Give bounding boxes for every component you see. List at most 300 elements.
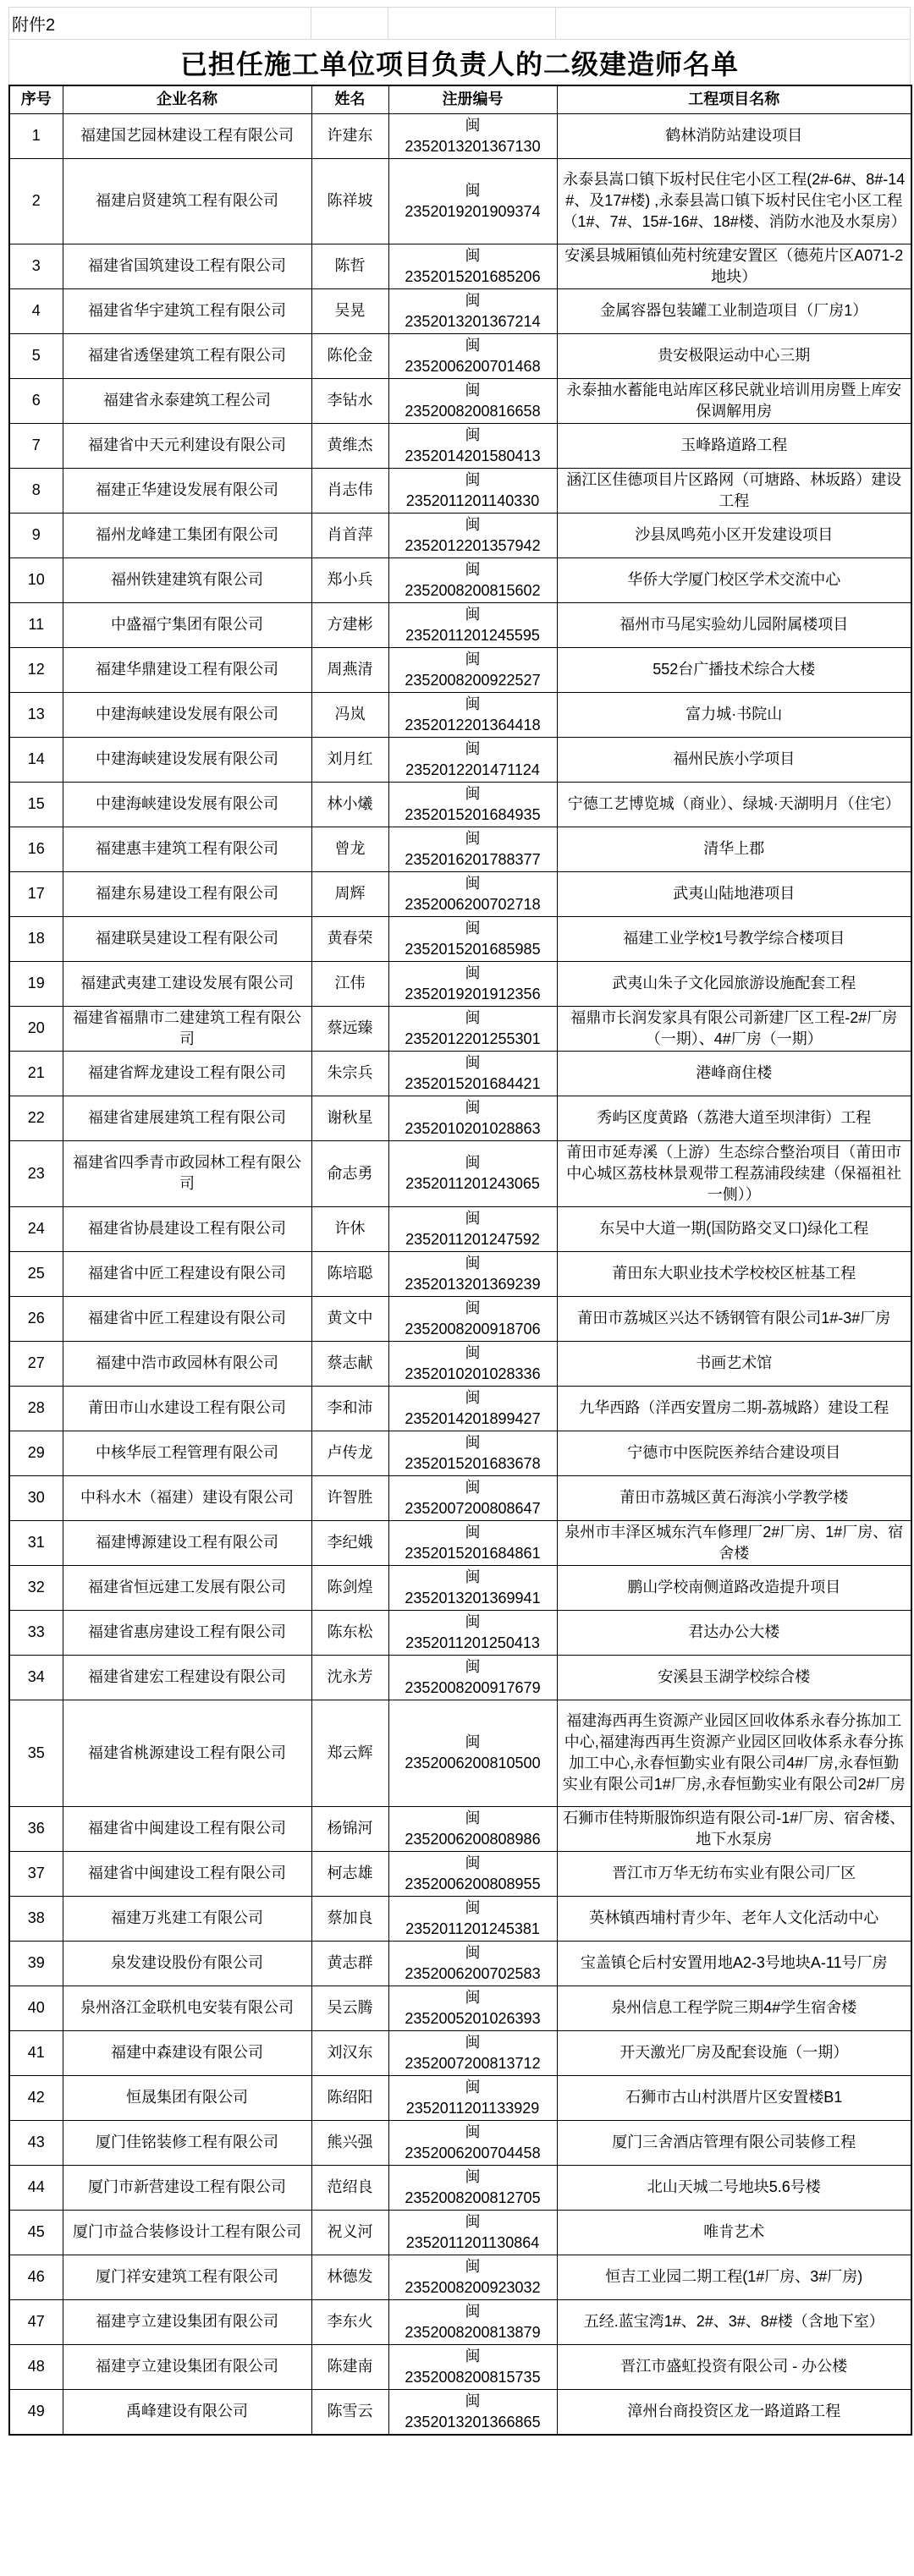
company-cell: 福建省惠房建设工程有限公司	[63, 1610, 311, 1655]
serial-cell: 25	[9, 1251, 63, 1296]
person-name-cell: 黄春荣	[311, 916, 388, 961]
project-cell: 金属容器包装罐工业制造项目（厂房1）	[557, 288, 911, 333]
reg-province-prefix: 闽	[465, 1098, 481, 1116]
reg-province-prefix: 闽	[465, 1388, 481, 1406]
serial-cell: 23	[9, 1140, 63, 1206]
col-header-company: 企业名称	[63, 85, 311, 113]
serial-cell: 20	[9, 1006, 63, 1051]
registration-cell	[388, 158, 557, 244]
company-cell: 福州龙峰建工集团有限公司	[63, 513, 311, 557]
reg-province-prefix: 闽	[465, 381, 481, 398]
project-cell: 港峰商住楼	[557, 1051, 911, 1096]
table-row	[9, 288, 911, 333]
person-name-cell: 俞志勇	[311, 1140, 388, 1206]
registration-cell	[388, 1051, 557, 1096]
company-cell: 中建海峡建设发展有限公司	[63, 782, 311, 827]
reg-number: 2352012201357942	[405, 536, 541, 554]
reg-number: 2352015201684935	[405, 805, 541, 823]
person-name-cell: 陈培聪	[311, 1251, 388, 1296]
reg-number: 2352010201028863	[405, 1119, 541, 1137]
table-row	[9, 468, 911, 513]
person-name-cell: 方建彬	[311, 602, 388, 647]
empty-grid-cell	[388, 8, 557, 40]
reg-province-prefix: 闽	[465, 1809, 481, 1826]
project-cell: 泉州信息工程学院三期4#学生宿舍楼	[557, 1986, 911, 2030]
reg-province-prefix: 闽	[465, 2123, 481, 2140]
company-cell: 福建亨立建设集团有限公司	[63, 2299, 311, 2344]
person-name-cell: 陈绍阳	[311, 2075, 388, 2120]
reg-number: 2352015201683678	[405, 1454, 541, 1472]
reg-number: 2352011201130864	[405, 2233, 540, 2251]
table-row	[9, 2030, 911, 2075]
project-cell: 玉峰路道路工程	[557, 423, 911, 468]
serial-cell: 6	[9, 378, 63, 423]
registration-cell	[388, 2299, 557, 2344]
empty-grid-cell	[556, 8, 911, 40]
serial-cell: 31	[9, 1520, 63, 1565]
reg-province-prefix: 闽	[465, 1612, 481, 1630]
table-row	[9, 1941, 911, 1986]
table-body	[9, 113, 911, 2435]
table-row	[9, 1051, 911, 1096]
table-row	[9, 158, 911, 244]
reg-province-prefix: 闽	[465, 695, 481, 712]
person-name-cell: 祝义河	[311, 2210, 388, 2255]
reg-number: 2352011201245381	[405, 1920, 540, 1937]
serial-cell: 26	[9, 1296, 63, 1341]
project-cell: 莆田市荔城区兴达不锈钢管有限公司1#-3#厂房	[557, 1296, 911, 1341]
company-cell: 福建省辉龙建设工程有限公司	[63, 1051, 311, 1096]
person-name-cell: 林小爔	[311, 782, 388, 827]
company-cell: 福建启贤建筑工程有限公司	[63, 158, 311, 244]
table-row	[9, 2389, 911, 2435]
reg-province-prefix: 闽	[465, 1854, 481, 1871]
registration-cell	[388, 1296, 557, 1341]
reg-number: 2352013201367214	[405, 312, 541, 330]
company-cell: 福建省中匠工程建设有限公司	[63, 1296, 311, 1341]
reg-province-prefix: 闽	[465, 650, 481, 667]
reg-number: 2352015201684421	[405, 1074, 541, 1092]
project-cell: 莆田东大职业技术学校校区桩基工程	[557, 1251, 911, 1296]
person-name-cell: 朱宗兵	[311, 1051, 388, 1096]
table-row	[9, 333, 911, 378]
reg-province-prefix: 闽	[465, 2392, 481, 2409]
reg-number: 2352008200812705	[405, 2189, 541, 2206]
reg-number: 2352012201471124	[405, 761, 540, 778]
reg-number: 2352011201247592	[405, 1230, 540, 1248]
person-name-cell: 陈哲	[311, 244, 388, 288]
person-name-cell: 谢秋星	[311, 1096, 388, 1140]
reg-province-prefix: 闽	[465, 2078, 481, 2095]
registration-cell	[388, 1700, 557, 1806]
reg-province-prefix: 闽	[465, 426, 481, 443]
registration-cell	[388, 961, 557, 1006]
attachment-label: 附件2	[9, 8, 311, 40]
company-cell: 福建省建宏工程建设有限公司	[63, 1655, 311, 1700]
company-cell: 福建国艺园林建设工程有限公司	[63, 113, 311, 158]
reg-number: 2352019201909374	[405, 202, 541, 220]
table-row	[9, 647, 911, 692]
reg-province-prefix: 闽	[465, 2033, 481, 2051]
company-cell: 福建省中闽建设工程有限公司	[63, 1851, 311, 1896]
person-name-cell: 江伟	[311, 961, 388, 1006]
company-cell: 福州铁建建筑有限公司	[63, 557, 311, 602]
company-cell: 福建亨立建设集团有限公司	[63, 2344, 311, 2389]
person-name-cell: 黄维杰	[311, 423, 388, 468]
person-name-cell: 蔡远臻	[311, 1006, 388, 1051]
person-name-cell: 刘月红	[311, 737, 388, 782]
project-cell: 福建工业学校1号教学综合楼项目	[557, 916, 911, 961]
company-cell: 福建省中天元利建设有限公司	[63, 423, 311, 468]
project-cell: 君达办公大楼	[557, 1610, 911, 1655]
project-cell: 永泰县嵩口镇下坂村民住宅小区工程(2#-6#、8#-14#、及17#楼) ,永泰县嵩口镇下坂村民住宅小区工程（1#、7#、15#-16#、18#楼、消防水池及水泵房）	[557, 158, 911, 244]
reg-province-prefix: 闽	[465, 291, 481, 309]
company-cell: 厦门市新营建设工程有限公司	[63, 2165, 311, 2210]
serial-cell: 10	[9, 557, 63, 602]
person-name-cell: 陈建南	[311, 2344, 388, 2389]
registration-cell	[388, 2344, 557, 2389]
reg-province-prefix: 闽	[465, 1053, 481, 1071]
serial-cell: 9	[9, 513, 63, 557]
col-header-project: 工程项目名称	[557, 85, 911, 113]
company-cell: 福建中浩市政园林有限公司	[63, 1341, 311, 1386]
reg-number: 2352013201366865	[405, 2413, 541, 2430]
company-cell: 恒晟集团有限公司	[63, 2075, 311, 2120]
table-row	[9, 1140, 911, 1206]
registration-cell	[388, 916, 557, 961]
reg-number: 2352013201369941	[405, 1589, 541, 1607]
reg-province-prefix: 闽	[465, 1008, 481, 1026]
reg-province-prefix: 闽	[465, 2212, 481, 2230]
table-row	[9, 2344, 911, 2389]
company-cell: 福建华鼎建设工程有限公司	[63, 647, 311, 692]
company-cell: 福建省中闽建设工程有限公司	[63, 1806, 311, 1851]
reg-province-prefix: 闽	[465, 1943, 481, 1961]
reg-province-prefix: 闽	[465, 829, 481, 847]
reg-number: 2352011201243065	[405, 1175, 540, 1192]
reg-number: 2352008200816658	[405, 402, 541, 420]
table-header	[9, 85, 911, 113]
serial-cell: 35	[9, 1700, 63, 1806]
person-name-cell: 许建东	[311, 113, 388, 158]
project-cell: 涵江区佳德项目片区路网（可塘路、林坂路）建设工程	[557, 468, 911, 513]
serial-cell: 15	[9, 782, 63, 827]
table-row	[9, 2299, 911, 2344]
serial-cell: 38	[9, 1896, 63, 1941]
empty-grid-cell	[311, 8, 388, 40]
project-cell: 石狮市佳特斯服饰织造有限公司-1#厂房、宿舍楼、地下水泵房	[557, 1806, 911, 1851]
project-cell: 厦门三舍酒店管理有限公司装修工程	[557, 2120, 911, 2165]
person-name-cell: 杨锦河	[311, 1806, 388, 1851]
table-row	[9, 423, 911, 468]
project-cell: 秀屿区度黄路（荔港大道至坝津街）工程	[557, 1096, 911, 1140]
company-cell: 福建惠丰建筑工程有限公司	[63, 827, 311, 871]
reg-province-prefix: 闽	[465, 874, 481, 892]
project-cell: 沙县凤鸣苑小区开发建设项目	[557, 513, 911, 557]
registration-cell	[388, 513, 557, 557]
project-cell: 泉州市丰泽区城东汽车修理厂2#厂房、1#厂房、宿舍楼	[557, 1520, 911, 1565]
person-name-cell: 李东火	[311, 2299, 388, 2344]
project-cell: 漳州台商投资区龙一路道路工程	[557, 2389, 911, 2435]
project-cell: 武夷山陆地港项目	[557, 871, 911, 916]
company-cell: 福建省建展建筑工程有限公司	[63, 1096, 311, 1140]
project-cell: 安溪县城厢镇仙苑村统建安置区（德苑片区A071-2地块）	[557, 244, 911, 288]
serial-cell: 18	[9, 916, 63, 961]
registration-cell	[388, 2389, 557, 2435]
person-name-cell: 陈雪云	[311, 2389, 388, 2435]
registration-cell	[388, 1386, 557, 1431]
table-row	[9, 557, 911, 602]
project-cell: 莆田市延寿溪（上游）生态综合整治项目（莆田市中心城区荔枝林景观带工程荔浦段续建（保福祖社一侧））	[557, 1140, 911, 1206]
company-cell: 福建省恒远建工发展有限公司	[63, 1565, 311, 1610]
reg-number: 2352013201367130	[405, 137, 541, 155]
registration-cell	[388, 113, 557, 158]
project-cell: 贵安极限运动中心三期	[557, 333, 911, 378]
company-cell: 泉州洛江金联机电安装有限公司	[63, 1986, 311, 2030]
project-cell: 安溪县玉湖学校综合楼	[557, 1655, 911, 1700]
table-row	[9, 1341, 911, 1386]
registration-cell	[388, 1610, 557, 1655]
serial-cell: 39	[9, 1941, 63, 1986]
serial-cell: 3	[9, 244, 63, 288]
person-name-cell: 范绍良	[311, 2165, 388, 2210]
reg-number: 2352006200704458	[405, 2144, 541, 2161]
registration-cell	[388, 1206, 557, 1251]
company-cell: 莆田市山水建设工程有限公司	[63, 1386, 311, 1431]
reg-province-prefix: 闽	[465, 1898, 481, 1916]
company-cell: 禹峰建设有限公司	[63, 2389, 311, 2435]
serial-cell: 32	[9, 1565, 63, 1610]
company-cell: 中核华辰工程管理有限公司	[63, 1431, 311, 1475]
reg-number: 2352011201250413	[405, 1634, 540, 1651]
reg-province-prefix: 闽	[465, 1657, 481, 1675]
table-row	[9, 2120, 911, 2165]
company-cell: 中建海峡建设发展有限公司	[63, 737, 311, 782]
project-cell: 宁德工艺博览城（商业）、绿城·天湖明月（住宅）	[557, 782, 911, 827]
document-title: 已担任施工单位项目负责人的二级建造师名单	[8, 40, 911, 85]
person-name-cell: 冯岚	[311, 692, 388, 737]
project-cell: 唯肯艺术	[557, 2210, 911, 2255]
serial-cell: 7	[9, 423, 63, 468]
person-name-cell: 陈东松	[311, 1610, 388, 1655]
company-cell: 中盛福宁集团有限公司	[63, 602, 311, 647]
person-name-cell: 陈剑煌	[311, 1565, 388, 1610]
reg-number: 2352015201685206	[405, 267, 541, 285]
registration-cell	[388, 692, 557, 737]
person-name-cell: 刘汉东	[311, 2030, 388, 2075]
person-name-cell: 周辉	[311, 871, 388, 916]
table-row	[9, 1655, 911, 1700]
serial-cell: 28	[9, 1386, 63, 1431]
serial-cell: 16	[9, 827, 63, 871]
registration-cell	[388, 1475, 557, 1520]
project-cell: 五经.蓝宝湾1#、2#、3#、8#楼（含地下室）	[557, 2299, 911, 2344]
serial-cell: 37	[9, 1851, 63, 1896]
person-name-cell: 肖志伟	[311, 468, 388, 513]
serial-cell: 34	[9, 1655, 63, 1700]
person-name-cell: 肖首萍	[311, 513, 388, 557]
serial-cell: 40	[9, 1986, 63, 2030]
reg-province-prefix: 闽	[465, 605, 481, 623]
table-row	[9, 1006, 911, 1051]
reg-number: 2352006200808955	[405, 1875, 541, 1892]
reg-province-prefix: 闽	[465, 116, 481, 134]
project-cell: 552台广播技术综合大楼	[557, 647, 911, 692]
person-name-cell: 卢传龙	[311, 1431, 388, 1475]
serial-cell: 8	[9, 468, 63, 513]
reg-province-prefix: 闽	[465, 246, 481, 264]
table-row	[9, 1700, 911, 1806]
person-name-cell: 蔡志献	[311, 1341, 388, 1386]
company-cell: 福建省四季青市政园林工程有限公司	[63, 1140, 311, 1206]
person-name-cell: 柯志雄	[311, 1851, 388, 1896]
project-cell: 晋江市盛虹投资有限公司 - 办公楼	[557, 2344, 911, 2389]
company-cell: 福建省中匠工程建设有限公司	[63, 1251, 311, 1296]
reg-number: 2352011201133929	[405, 2099, 540, 2117]
registration-cell	[388, 1896, 557, 1941]
reg-number: 2352019201912356	[405, 985, 541, 1002]
person-name-cell: 许智胜	[311, 1475, 388, 1520]
registration-cell	[388, 1251, 557, 1296]
reg-number: 2352012201364418	[405, 716, 541, 733]
col-header-name: 姓名	[311, 85, 388, 113]
project-cell: 恒吉工业园二期工程(1#厂房、3#厂房)	[557, 2255, 911, 2299]
person-name-cell: 吴晃	[311, 288, 388, 333]
table-row	[9, 827, 911, 871]
project-cell: 清华上郡	[557, 827, 911, 871]
project-cell: 福州市马尾实验幼儿园附属楼项目	[557, 602, 911, 647]
table-row	[9, 1610, 911, 1655]
reg-number: 2352016201788377	[405, 850, 541, 868]
reg-province-prefix: 闽	[465, 1254, 481, 1272]
reg-province-prefix: 闽	[465, 784, 481, 802]
reg-number: 2352006200808986	[405, 1830, 541, 1848]
company-cell: 福建联昊建设工程有限公司	[63, 916, 311, 961]
project-cell: 永泰抽水蓄能电站库区移民就业培训用房暨上库安保调解用房	[557, 378, 911, 423]
table-row	[9, 2210, 911, 2255]
table-row	[9, 2075, 911, 2120]
project-cell: 晋江市万华无纺布实业有限公司厂区	[557, 1851, 911, 1896]
registration-cell	[388, 1006, 557, 1051]
person-name-cell: 蔡加良	[311, 1896, 388, 1941]
table-row	[9, 1986, 911, 2030]
reg-province-prefix: 闽	[465, 2167, 481, 2185]
serial-cell: 17	[9, 871, 63, 916]
company-cell: 福建省桃源建设工程有限公司	[63, 1700, 311, 1806]
company-cell: 福建万兆建工有限公司	[63, 1896, 311, 1941]
person-name-cell: 黄文中	[311, 1296, 388, 1341]
reg-province-prefix: 闽	[465, 1154, 481, 1171]
registration-cell	[388, 1851, 557, 1896]
company-cell: 福建中森建设有限公司	[63, 2030, 311, 2075]
table-row	[9, 513, 911, 557]
project-cell: 书画艺术馆	[557, 1341, 911, 1386]
registration-cell	[388, 871, 557, 916]
reg-province-prefix: 闽	[465, 1433, 481, 1451]
reg-province-prefix: 闽	[465, 919, 481, 936]
person-name-cell: 陈伦金	[311, 333, 388, 378]
serial-cell: 14	[9, 737, 63, 782]
company-cell: 中科水木（福建）建设有限公司	[63, 1475, 311, 1520]
registration-cell	[388, 1520, 557, 1565]
person-name-cell: 李和沛	[311, 1386, 388, 1431]
project-cell: 莆田市荔城区黄石海滨小学教学楼	[557, 1475, 911, 1520]
serial-cell: 24	[9, 1206, 63, 1251]
table-row	[9, 2255, 911, 2299]
project-cell: 东吴中大道一期(国防路交叉口)绿化工程	[557, 1206, 911, 1251]
reg-province-prefix: 闽	[465, 1343, 481, 1361]
person-name-cell: 郑云辉	[311, 1700, 388, 1806]
reg-number: 2352011201245595	[405, 626, 540, 644]
serial-cell: 13	[9, 692, 63, 737]
reg-province-prefix: 闽	[465, 1209, 481, 1227]
serial-cell: 47	[9, 2299, 63, 2344]
serial-cell: 41	[9, 2030, 63, 2075]
reg-province-prefix: 闽	[465, 2257, 481, 2275]
project-cell: 开天激光厂房及配套设施（一期）	[557, 2030, 911, 2075]
serial-cell: 2	[9, 158, 63, 244]
reg-number: 2352006200702718	[405, 895, 541, 913]
company-cell: 福建省福鼎市二建建筑工程有限公司	[63, 1006, 311, 1051]
project-cell: 福建海西再生资源产业园区回收体系永春分拣加工中心,福建海西再生资源产业园区回收体系永春分拣加工中心,永春恒勤实业有限公司4#厂房,永春恒勤实业有限公司1#厂房,永春恒勤实业有限公司2#厂房	[557, 1700, 911, 1806]
project-cell: 鹏山学校南侧道路改造提升项目	[557, 1565, 911, 1610]
project-cell: 武夷山朱子文化园旅游设施配套工程	[557, 961, 911, 1006]
project-cell: 福鼎市长润发家具有限公司新建厂区工程-2#厂房（一期）、4#厂房（一期）	[557, 1006, 911, 1051]
reg-number: 2352013201369239	[405, 1275, 541, 1293]
company-cell: 福建省国筑建设工程有限公司	[63, 244, 311, 288]
reg-number: 2352011201140330	[405, 492, 540, 509]
serial-cell: 1	[9, 113, 63, 158]
serial-cell: 49	[9, 2389, 63, 2435]
table-row	[9, 2165, 911, 2210]
serial-cell: 12	[9, 647, 63, 692]
constructors-table	[8, 85, 912, 2436]
reg-province-prefix: 闽	[465, 964, 481, 981]
person-name-cell: 林德发	[311, 2255, 388, 2299]
table-row	[9, 692, 911, 737]
table-row	[9, 1386, 911, 1431]
project-cell: 宝盖镇仑后村安置用地A2-3号地块A-11号厂房	[557, 1941, 911, 1986]
table-row	[9, 737, 911, 782]
serial-cell: 19	[9, 961, 63, 1006]
person-name-cell: 沈永芳	[311, 1655, 388, 1700]
reg-province-prefix: 闽	[465, 1733, 481, 1750]
table-row	[9, 1520, 911, 1565]
table-row	[9, 782, 911, 827]
col-header-serial: 序号	[9, 85, 63, 113]
reg-number: 2352008200815602	[405, 581, 541, 599]
registration-cell	[388, 2030, 557, 2075]
reg-number: 2352007200808647	[405, 1499, 541, 1517]
person-name-cell: 曾龙	[311, 827, 388, 871]
reg-province-prefix: 闽	[465, 336, 481, 354]
project-cell: 鹤林消防站建设项目	[557, 113, 911, 158]
reg-number: 2352012201255301	[405, 1030, 541, 1047]
project-cell: 石狮市古山村洪厝片区安置楼B1	[557, 2075, 911, 2120]
reg-province-prefix: 闽	[465, 1523, 481, 1541]
serial-cell: 43	[9, 2120, 63, 2165]
serial-cell: 48	[9, 2344, 63, 2389]
registration-cell	[388, 1096, 557, 1140]
reg-province-prefix: 闽	[465, 1568, 481, 1585]
company-cell: 福建东易建设工程有限公司	[63, 871, 311, 916]
company-cell: 福建省协晨建设工程有限公司	[63, 1206, 311, 1251]
serial-cell: 29	[9, 1431, 63, 1475]
reg-number: 2352015201684861	[405, 1544, 541, 1562]
reg-number: 2352006200701468	[405, 357, 541, 375]
company-cell: 福建博源建设工程有限公司	[63, 1520, 311, 1565]
project-cell: 九华西路（洋西安置房二期-荔城路）建设工程	[557, 1386, 911, 1431]
